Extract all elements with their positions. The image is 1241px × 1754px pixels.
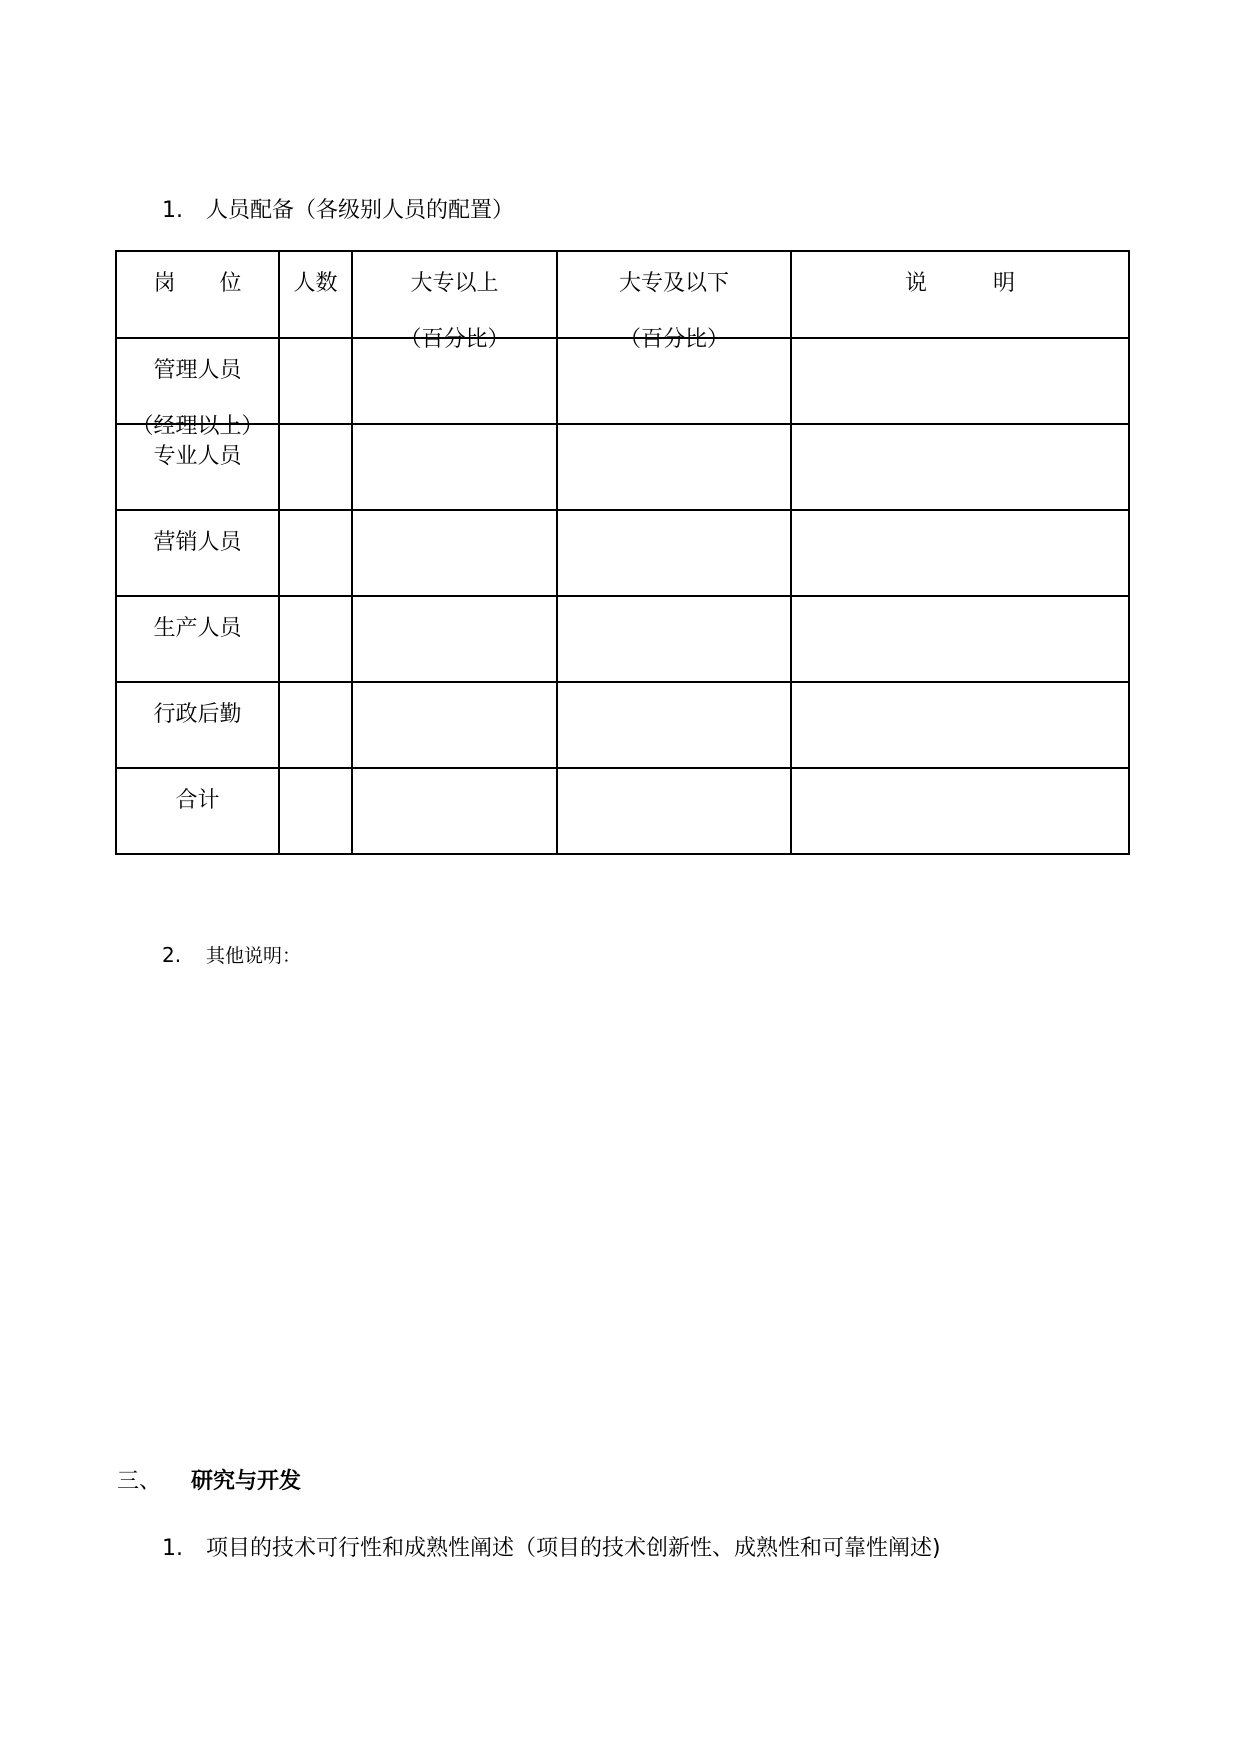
cell-above-college[interactable] (352, 682, 557, 768)
row-label-marketing: 营销人员 (116, 510, 279, 596)
cell-note[interactable] (791, 768, 1129, 854)
row-label-management: 管理人员 （经理以上） (116, 338, 279, 424)
row-label-admin: 行政后勤 (116, 682, 279, 768)
cell-count[interactable] (279, 596, 352, 682)
cell-note[interactable] (791, 510, 1129, 596)
table-row (116, 596, 1129, 682)
cell-below-college[interactable] (557, 424, 791, 510)
cell-count[interactable] (279, 510, 352, 596)
cell-count[interactable] (279, 338, 352, 424)
cell-note[interactable] (791, 596, 1129, 682)
cell-below-college[interactable] (557, 510, 791, 596)
cell-below-college[interactable] (557, 596, 791, 682)
section-1-title: 人员配备（各级别人员的配置） (206, 198, 515, 223)
cell-note[interactable] (791, 682, 1129, 768)
section-3-item-1-heading (162, 1535, 941, 1563)
cell-below-college[interactable] (557, 682, 791, 768)
table-row (116, 768, 1129, 854)
section-2-heading (162, 941, 301, 970)
table-header-row (116, 251, 1129, 338)
table-row (116, 424, 1129, 510)
cell-count[interactable] (279, 768, 352, 854)
section-1-number: 1. (162, 198, 183, 223)
section-3-item-1-number: 1. (162, 1536, 183, 1561)
cell-note[interactable] (791, 338, 1129, 424)
section-2-title: 其他说明： (206, 945, 302, 967)
header-count: 人数 (279, 251, 352, 338)
staffing-table (115, 250, 1130, 855)
section-2-number: 2. (162, 943, 182, 967)
cell-count[interactable] (279, 682, 352, 768)
section-1-heading (162, 197, 514, 225)
section-3-item-1-title: 项目的技术可行性和成熟性阐述（项目的技术创新性、成熟性和可靠性阐述) (206, 1536, 941, 1561)
row-label-professional: 专业人员 (116, 424, 279, 510)
header-position: 岗 位 (116, 251, 279, 338)
cell-above-college[interactable] (352, 768, 557, 854)
header-below-college: 大专及以下 （百分比） (557, 251, 791, 338)
row-label-total: 合计 (116, 768, 279, 854)
table-row (116, 510, 1129, 596)
header-note: 说 明 (791, 251, 1129, 338)
section-3-number: 三、 (117, 1469, 162, 1494)
cell-note[interactable] (791, 424, 1129, 510)
cell-count[interactable] (279, 424, 352, 510)
cell-above-college[interactable] (352, 596, 557, 682)
header-above-college: 大专以上 （百分比） (352, 251, 557, 338)
row-label-production: 生产人员 (116, 596, 279, 682)
cell-above-college[interactable] (352, 510, 557, 596)
table-row (116, 682, 1129, 768)
cell-below-college[interactable] (557, 768, 791, 854)
cell-above-college[interactable] (352, 424, 557, 510)
section-3-heading (117, 1468, 301, 1496)
section-3-title: 研究与开发 (191, 1469, 302, 1494)
